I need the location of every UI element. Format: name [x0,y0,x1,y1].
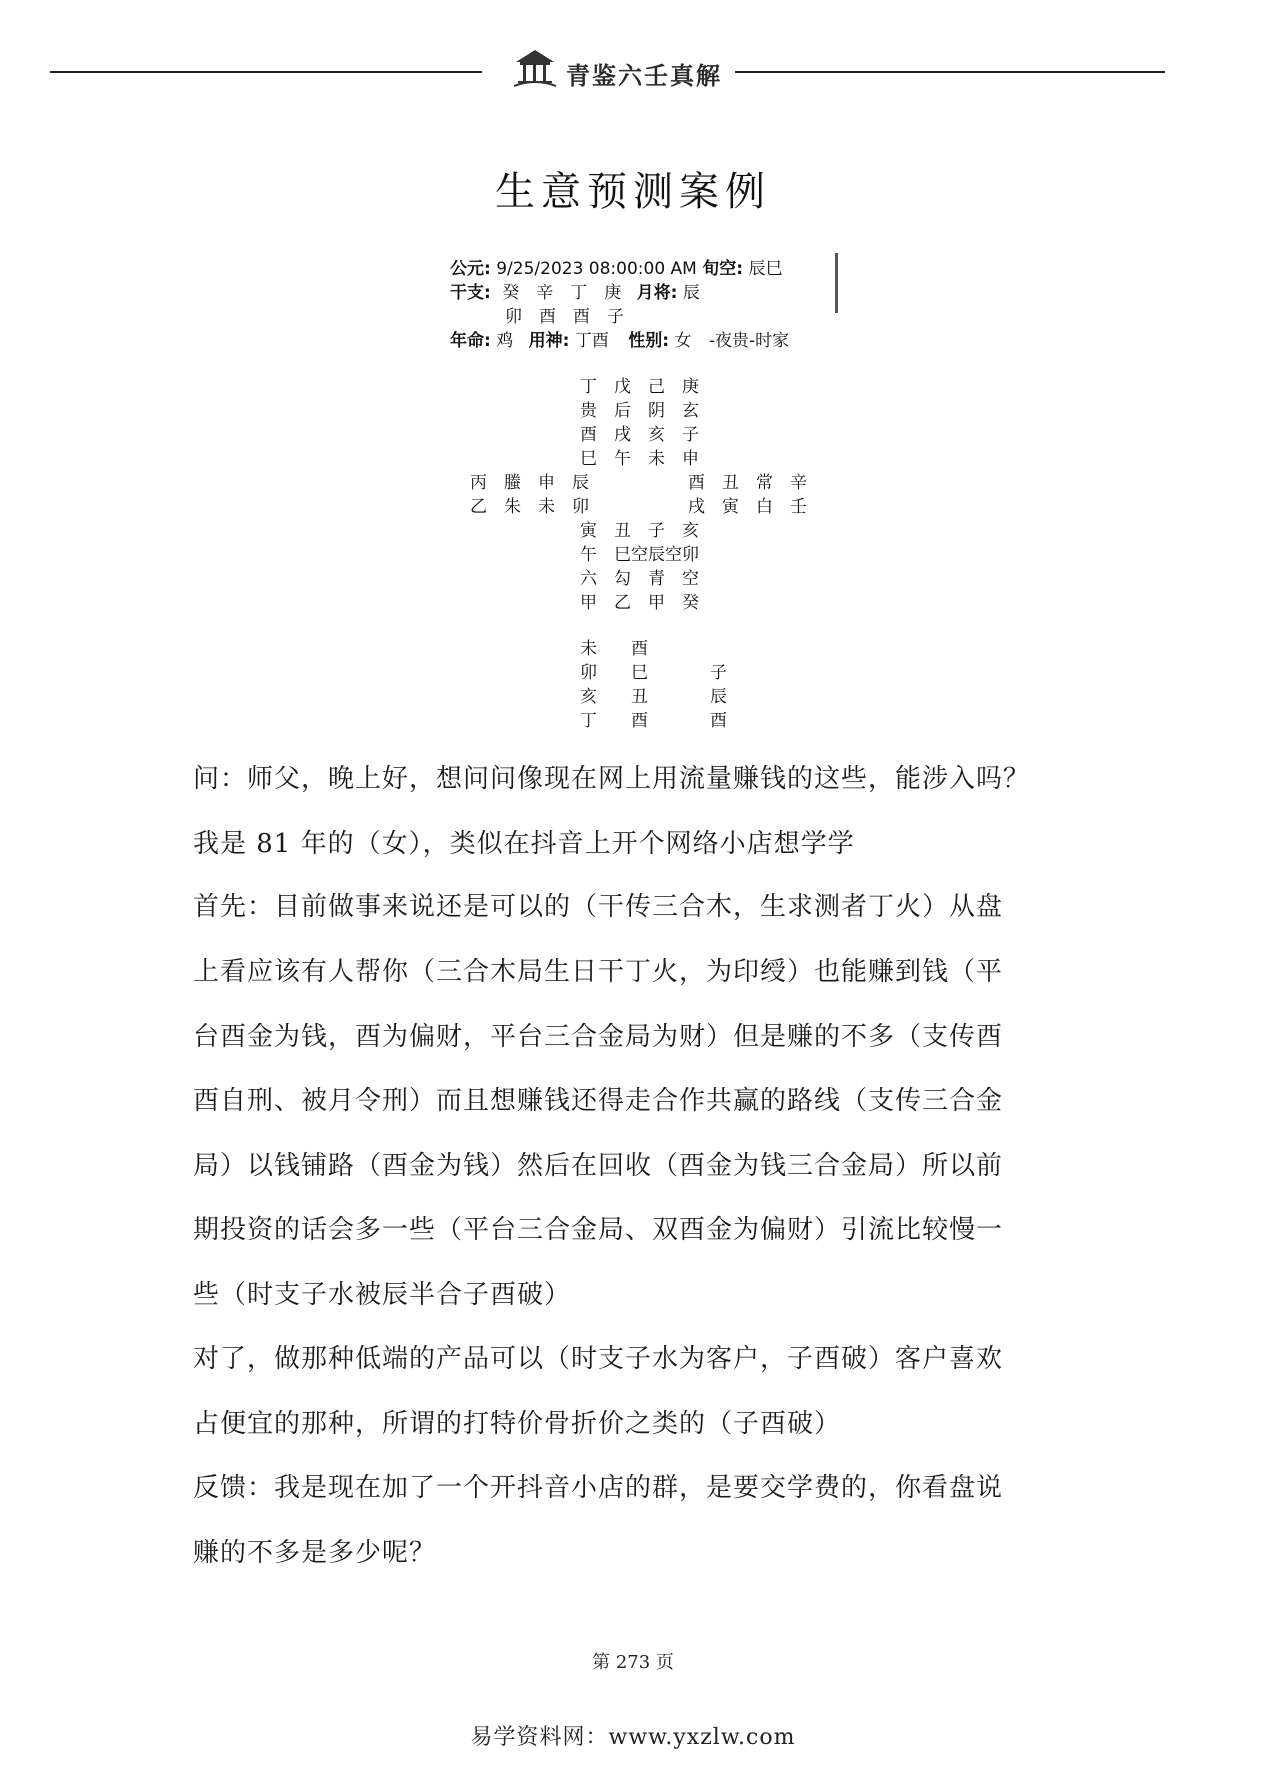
yongshen-value: 丁酉 [574,331,609,351]
footer-site: 易学资料网：www.yxzlw.com [470,1725,796,1750]
yongshen-label: 用神: [528,331,570,351]
pavilion-logo-icon [512,44,558,90]
paragraph-line: 酉自刑、被月令刑）而且想赚钱还得走合作共赢的路线（支传三合金 [193,1086,1004,1116]
yuejiang-value: 辰 [682,283,700,303]
page-number: 第 273 页 [592,1652,674,1673]
pan-bottom-row: 午 巳空辰空卯 [580,545,699,565]
pan-top-row: 酉 戌 亥 子 [580,425,699,445]
paragraph-line: 问：师父，晚上好，想问问像现在网上用流量赚钱的这些，能涉入吗？ [193,764,1031,794]
paragraph-line: 首先：目前做事来说还是可以的（干传三合木，生求测者丁火）从盘 [193,892,1004,922]
paragraph-line: 我是 81 年的（女），类似在抖音上开个网络小店想学学 [193,829,855,859]
pan-mid-right: 酉 丑 常 辛 [688,473,807,493]
xingbie-label: 性别: [628,331,670,351]
paragraph-line: 上看应该有人帮你（三合木局生日干丁火，为印绶）也能赚到钱（平 [193,957,1004,987]
paragraph-line: 赚的不多是多少呢？ [193,1538,437,1568]
paragraph-line: 局）以钱铺路（酉金为钱）然后在回收（酉金为钱三合金局）所以前 [193,1151,1004,1181]
chuan-item: 子 [710,663,727,683]
document-title: 生意预测案例 [495,169,771,215]
nianming-value: 鸡 [496,331,514,351]
ke-row: 亥 丑 [580,687,648,707]
xunkong-label: 旬空: [702,259,744,279]
chuan-item: 辰 [710,687,727,707]
yuejiang-label: 月将: [636,283,678,303]
paragraph-line: 反馈：我是现在加了一个开抖音小店的群，是要交学费的，你看盘说 [193,1473,1004,1503]
info-row-nianming [450,326,789,351]
header-rule-left [50,71,482,73]
zhi-row: 卯 酉 酉 子 [505,307,624,327]
paragraph-line: 占便宜的那种，所谓的打特价骨折价之类的（子酉破） [193,1409,842,1439]
xunkong-value: 辰巳 [748,259,783,279]
gan-row: 癸 辛 丁 庚 [502,283,622,303]
xingbie-value: 女 [674,331,692,351]
pan-top-row: 丁 戊 己 庚 [580,377,699,397]
pan-mid-left: 乙 朱 未 卯 [470,497,589,517]
paragraph-line: 台酉金为钱，酉为偏财，平台三合金局为财）但是赚的不多（支传酉 [193,1022,1004,1052]
info-row-gongyuan [450,254,782,279]
pan-top-row: 贵 后 阴 玄 [580,401,699,421]
gongyuan-value: 9/25/2023 08:00:00 AM [496,259,697,279]
header-rule-right [735,71,1165,73]
pan-mid-right: 戌 寅 白 壬 [688,497,807,517]
ke-row: 卯 巳 [580,663,648,683]
ke-row: 丁 酉 [580,711,648,731]
paragraph-line: 期投资的话会多一些（平台三合金局、双酉金为偏财）引流比较慢一 [193,1215,1004,1245]
info-row-ganzhi [450,278,700,303]
pan-bottom-row: 寅 丑 子 亥 [580,521,699,541]
pan-mid-left: 丙 螣 申 辰 [470,473,589,493]
vertical-bar [835,253,838,313]
pan-top-row: 巳 午 未 申 [580,449,699,469]
chuan-item: 酉 [710,711,727,731]
ganzhi-label: 干支: [450,283,491,303]
pan-bottom-row: 六 勾 青 空 [580,569,699,589]
paragraph-line: 对了，做那种低端的产品可以（时支子水为客户，子酉破）客户喜欢 [193,1344,1004,1374]
paragraph-line: 些（时支子水被辰半合子酉破） [193,1280,572,1310]
nianming-label: 年命: [450,331,491,351]
extra-info: -夜贵-时家 [708,331,790,351]
pan-bottom-row: 甲 乙 甲 癸 [580,593,699,613]
ke-row: 未 酉 [580,639,648,659]
gongyuan-label: 公元: [450,259,491,279]
header-title: 青鉴六壬真解 [566,61,722,90]
